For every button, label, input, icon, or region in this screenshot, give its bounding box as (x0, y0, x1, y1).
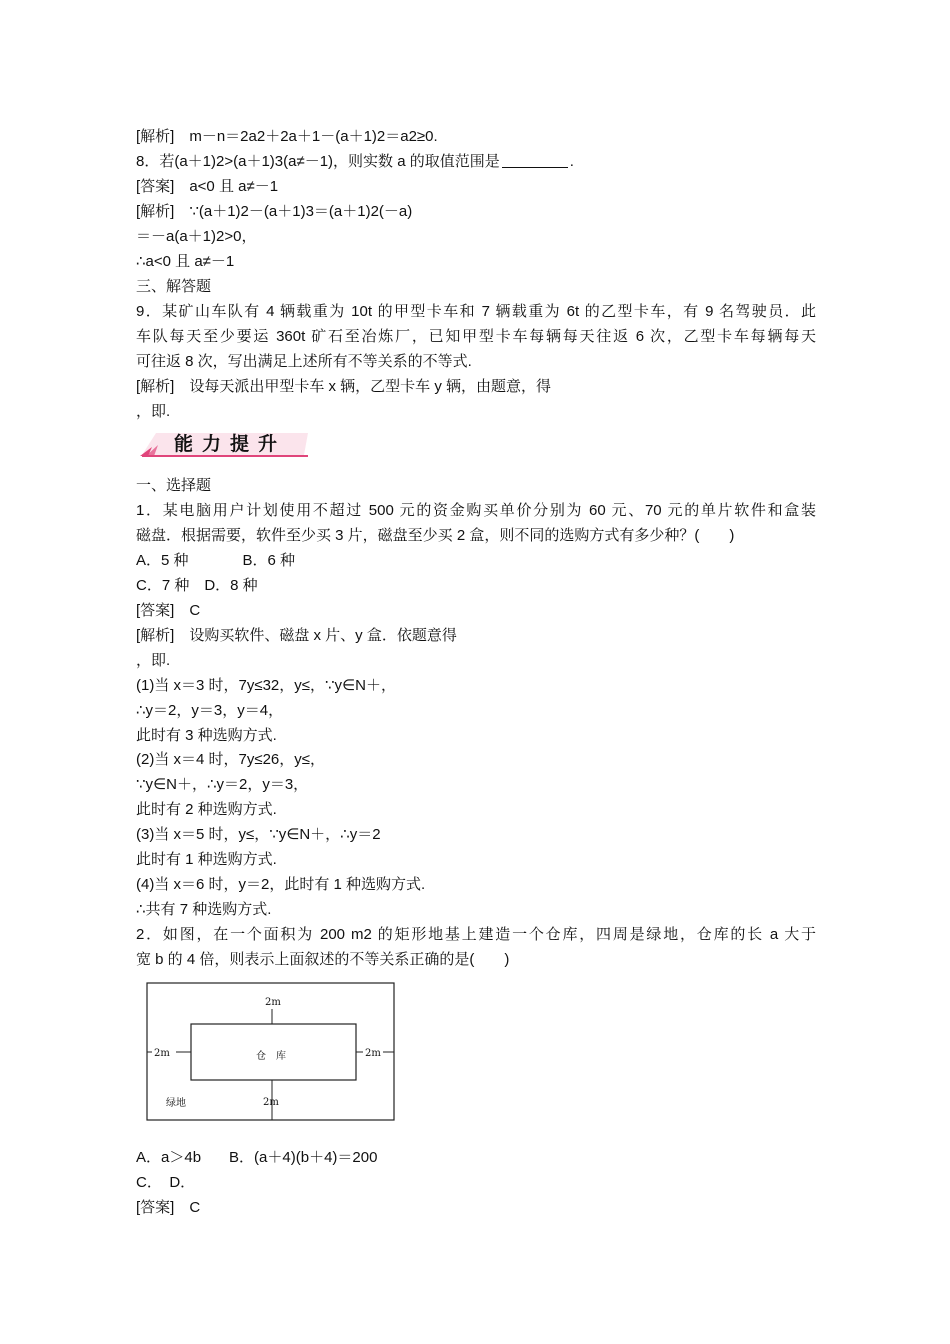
question-9-line-1: 9．某矿山车队有 4 辆载重为 10t 的甲型卡车和 7 辆载重为 6t 的乙型卡车，有 9 名驾驶员．此 (136, 303, 816, 320)
option-a: A．a＞4b (136, 1149, 202, 1166)
question-2-options-cd: C． D． (136, 1174, 196, 1191)
analysis-9-line-1: [解析] 设每天派出甲型卡车 x 辆，乙型卡车 y 辆，由题意，得 (136, 378, 552, 395)
analysis-1-line-11: (4)当 x＝6 时，y＝2，此时有 1 种选购方式. (136, 876, 426, 893)
analysis-line-1: [解析] m－n＝2a2＋2a＋1－(a＋1)2＝a2≥0. (136, 128, 438, 145)
analysis-1-line-2: ，即. (136, 652, 171, 669)
warehouse-diagram (146, 982, 396, 1122)
answer-1: [答案] C (136, 602, 201, 619)
question-8 (136, 152, 574, 172)
question-9-line-3: 可往返 8 次，写出满足上述所有不等关系的不等式. (136, 353, 472, 370)
analysis-9-line-2: ，即. (136, 403, 171, 420)
analysis-1-line-4: ∴y＝2，y＝3，y＝4， (136, 702, 284, 719)
question-2-options-ab (136, 1148, 377, 1168)
label-green-space: 绿地 (166, 1098, 186, 1109)
section-title: 能力提升 (174, 433, 287, 455)
option-b: B．(a＋4)(b＋4)＝200 (229, 1149, 378, 1166)
label-top: 2m (265, 997, 281, 1008)
analysis-1-line-5: 此时有 3 种选购方式. (136, 727, 277, 744)
label-warehouse: 仓 库 (256, 1051, 286, 1062)
label-bottom: 2m (263, 1097, 279, 1108)
warehouse-diagram-svg (146, 982, 396, 1122)
question-8-text: 8．若(a＋1)2>(a＋1)3(a≠－1)，则实数 a 的取值范围是 (136, 153, 500, 170)
question-2-line-2: 宽 b 的 4 倍，则表示上面叙述的不等关系正确的是( ) (136, 951, 510, 968)
question-1-options-ab (136, 551, 295, 571)
question-1-line-2: 磁盘．根据需要，软件至少买 3 片，磁盘至少买 2 盒，则不同的选购方式有多少种？( ) (136, 527, 735, 544)
label-right: 2m (365, 1048, 381, 1059)
answer-8: [答案] a<0 且 a≠－1 (136, 178, 279, 195)
analysis-1-line-1: [解析] 设购买软件、磁盘 x 片、y 盒．依题意得 (136, 627, 457, 644)
analysis-8-line-1: [解析] ∵(a＋1)2－(a＋1)3＝(a＋1)2(－a) (136, 203, 413, 220)
analysis-1-line-8: 此时有 2 种选购方式. (136, 801, 277, 818)
section-heading-3: 三、解答题 (136, 278, 212, 295)
analysis-1-line-7: ∵y∈N＋，∴y＝2，y＝3， (136, 776, 309, 793)
question-8-end: . (569, 153, 574, 170)
answer-2: [答案] C (136, 1199, 201, 1216)
option-a: A．5 种 (136, 552, 189, 569)
analysis-1-line-3: (1)当 x＝3 时，7y≤32，y≤，∵y∈N＋， (136, 677, 396, 694)
question-1-options-cd: C．7 种 D．8 种 (136, 577, 258, 594)
analysis-1-line-6: (2)当 x＝4 时，7y≤26，y≤， (136, 751, 326, 768)
question-9-line-2: 车队每天至少要运 360t 矿石至冶炼厂，已知甲型卡车每辆每天往返 6 次，乙型卡车每辆每天 (136, 328, 816, 345)
answer-blank (502, 153, 568, 168)
analysis-1-line-10: 此时有 1 种选购方式. (136, 851, 277, 868)
analysis-8-line-3: ∴a<0 且 a≠－1 (136, 253, 235, 270)
label-left: 2m (154, 1048, 170, 1059)
section-heading-1: 一、选择题 (136, 477, 212, 494)
analysis-1-line-9: (3)当 x＝5 时，y≤，∵y∈N＋，∴y＝2 (136, 826, 381, 843)
question-1-line-1: 1．某电脑用户计划使用不超过 500 元的资金购买单价分别为 60 元、70 元的单片软件和盒装 (136, 502, 816, 519)
section-banner (138, 425, 310, 459)
analysis-1-line-12: ∴共有 7 种选购方式. (136, 901, 272, 918)
question-2-line-1: 2．如图，在一个面积为 200 m2 的矩形地基上建造一个仓库，四周是绿地，仓库的长 a 大于 (136, 926, 816, 943)
option-b: B．6 种 (242, 552, 296, 569)
analysis-8-line-2: ＝－a(a＋1)2>0， (136, 228, 257, 245)
